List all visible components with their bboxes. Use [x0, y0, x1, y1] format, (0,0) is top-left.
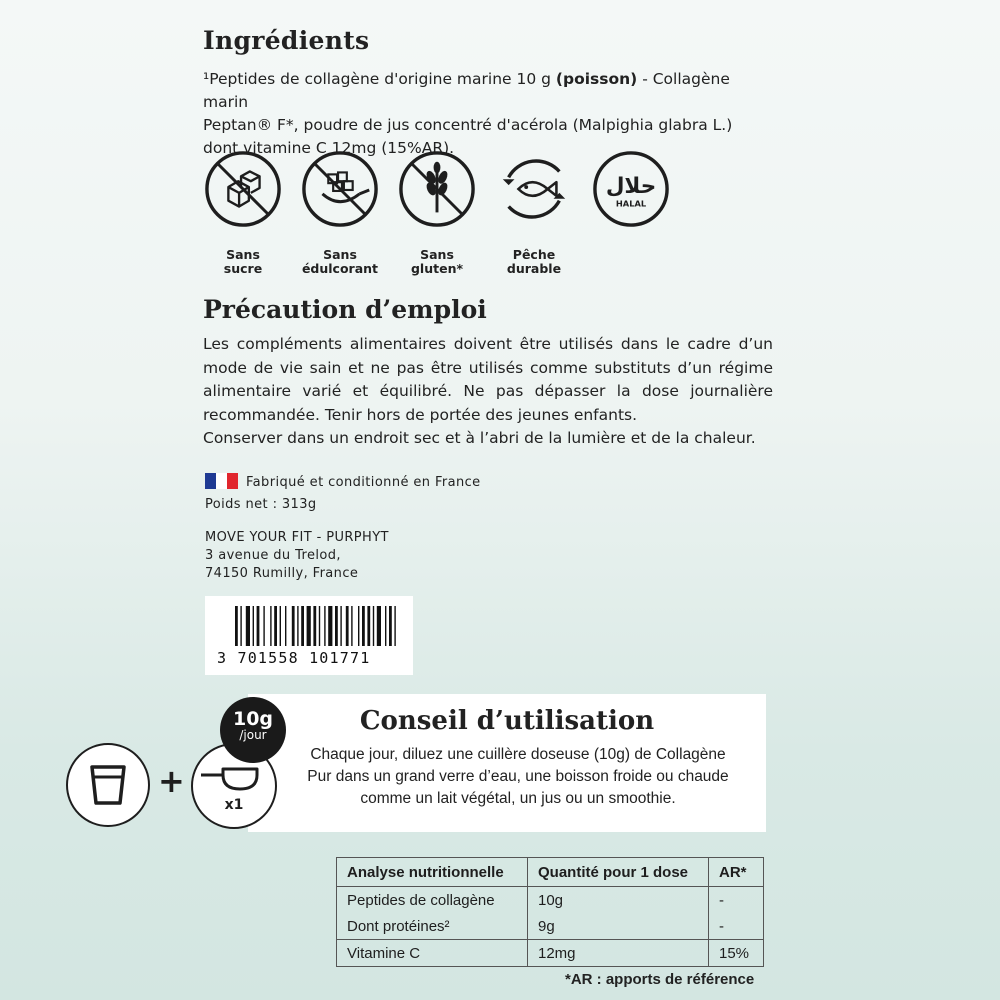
company-street: 3 avenue du Trelod,	[205, 548, 341, 563]
nutrient-name: Peptides de collagène	[337, 887, 528, 914]
barcode-bar	[362, 606, 365, 646]
barcode-bars	[205, 596, 413, 652]
precaution-text	[203, 333, 773, 451]
table-row	[337, 887, 764, 914]
nutrient-quantity: 12mg	[528, 940, 709, 967]
plus-sign: +	[158, 762, 185, 800]
halal-label-text: HALAL	[615, 198, 647, 209]
dose-period: /jour	[239, 728, 267, 742]
company-city: 74150 Rumilly, France	[205, 566, 359, 581]
usage-advice-box	[248, 694, 766, 832]
net-weight: Poids net : 313g	[205, 497, 317, 512]
badge-no-sweetener-label: Sans édulcorant	[301, 247, 379, 276]
usage-advice-text: Chaque jour, diluez une cuillère doseuse (10g) de Collagène Pur dans un grand verre d’eau, une boisson froide ou chaude comme un lait végétal, un jus ou un smoothie.	[307, 746, 729, 807]
barcode-bar	[235, 606, 238, 646]
barcode-bar	[307, 606, 311, 646]
nutrient-name: Dont protéines²	[337, 913, 528, 940]
nutrient-quantity: 9g	[528, 913, 709, 940]
barcode-bar	[270, 606, 271, 646]
glass-icon	[66, 743, 150, 827]
barcode-bar	[301, 606, 304, 646]
barcode-bar	[340, 606, 341, 646]
scoop-count: x1	[224, 797, 244, 813]
badge-no-sugar	[195, 150, 291, 276]
nutrient-ar: -	[709, 887, 764, 914]
badge-no-gluten-label: Sans gluten*	[410, 247, 464, 276]
glass-drawing	[68, 745, 148, 825]
halal-arabic-text: حلال	[605, 173, 657, 199]
precaution-title: Précaution d’emploi	[203, 295, 487, 324]
no-sugar-icon	[204, 150, 282, 228]
badge-no-sugar-label: Sans sucre	[223, 247, 263, 276]
barcode-bar	[253, 606, 254, 646]
ingredients-title: Ingrédients	[203, 26, 370, 55]
nutrition-table	[336, 857, 764, 967]
nutrient-ar: -	[709, 913, 764, 940]
barcode-bar	[385, 606, 386, 646]
company-address	[205, 529, 389, 583]
table-row	[337, 913, 764, 940]
barcode-digits: 3 701558 101771	[217, 649, 371, 667]
usage-advice-title: Conseil d’utilisation	[359, 706, 655, 736]
barcode-bar	[335, 606, 338, 646]
nutrition-header-row	[337, 858, 764, 887]
precaution-paragraph: Les compléments alimentaires doivent être utilisés dans le cadre d’un mode de vie sain et ne pas être utilisés comme substituts d’un régime alimentaire varié et équilibré. Ne pas dépasser la dose journalière recommandée. Tenir hors de portée des jeunes enfants.	[203, 335, 773, 424]
made-in-france	[205, 473, 481, 490]
barcode-bar	[313, 606, 316, 646]
barcode-bar	[257, 606, 260, 646]
barcode-bar	[373, 606, 374, 646]
nutrient-ar: 15%	[709, 940, 764, 967]
barcode-bar	[297, 606, 298, 646]
no-sweetener-icon	[301, 150, 379, 228]
barcode-bar	[246, 606, 250, 646]
dose-amount: 10g	[232, 708, 274, 730]
nutrient-name: Vitamine C	[337, 940, 528, 967]
france-flag-icon	[205, 473, 238, 489]
nutrient-quantity: 10g	[528, 887, 709, 914]
badge-sustainable-fishing-label: Pêche durable	[506, 247, 562, 276]
ingredients-line1-pre: ¹Peptides de collagène d'origine marine 10 g	[203, 70, 556, 88]
barcode	[205, 596, 413, 675]
ingredients-line3: dont vitamine C 12mg (15%AR).	[203, 139, 455, 157]
barcode-bar	[319, 606, 320, 646]
badge-halal	[583, 150, 679, 232]
barcode-bar	[274, 606, 277, 646]
barcode-bar	[389, 606, 392, 646]
badge-no-sweetener	[292, 150, 388, 276]
barcode-bar	[280, 606, 281, 646]
header-ar: AR*	[709, 858, 764, 887]
barcode-bar	[358, 606, 359, 646]
halal-icon	[592, 150, 670, 228]
barcode-bar	[292, 606, 295, 646]
badge-sustainable-fishing	[486, 150, 582, 276]
badges-row	[190, 150, 690, 280]
storage-instructions: Conserver dans un endroit sec et à l’abri de la lumière et de la chaleur.	[203, 429, 756, 447]
barcode-bar	[328, 606, 332, 646]
header-quantity: Quantité pour 1 dose	[528, 858, 709, 887]
barcode-bar	[351, 606, 352, 646]
made-in-text: Fabriqué et conditionné en France	[246, 475, 481, 490]
ingredients-line1-post: - Collagène marin	[203, 70, 730, 111]
barcode-bar	[367, 606, 370, 646]
ingredients-line2: Peptan® F*, poudre de jus concentré d'acérola (Malpighia glabra L.)	[203, 116, 733, 134]
barcode-bar	[324, 606, 325, 646]
no-gluten-icon	[398, 150, 476, 228]
barcode-bar	[377, 606, 381, 646]
barcode-bar	[346, 606, 349, 646]
table-row	[337, 940, 764, 967]
badge-no-gluten	[389, 150, 485, 276]
sustainable-fishing-icon	[495, 150, 573, 228]
barcode-bar	[394, 606, 395, 646]
daily-dose-badge	[220, 697, 286, 763]
company-name: MOVE YOUR FIT - PURPHYT	[205, 530, 389, 545]
ingredients-text	[203, 68, 778, 160]
barcode-bar	[263, 606, 264, 646]
ingredients-allergen: (poisson)	[555, 70, 638, 88]
ar-footnote: *AR : apports de référence	[565, 971, 755, 988]
header-analysis: Analyse nutritionnelle	[337, 858, 528, 887]
barcode-bar	[285, 606, 286, 646]
barcode-bar	[240, 606, 241, 646]
